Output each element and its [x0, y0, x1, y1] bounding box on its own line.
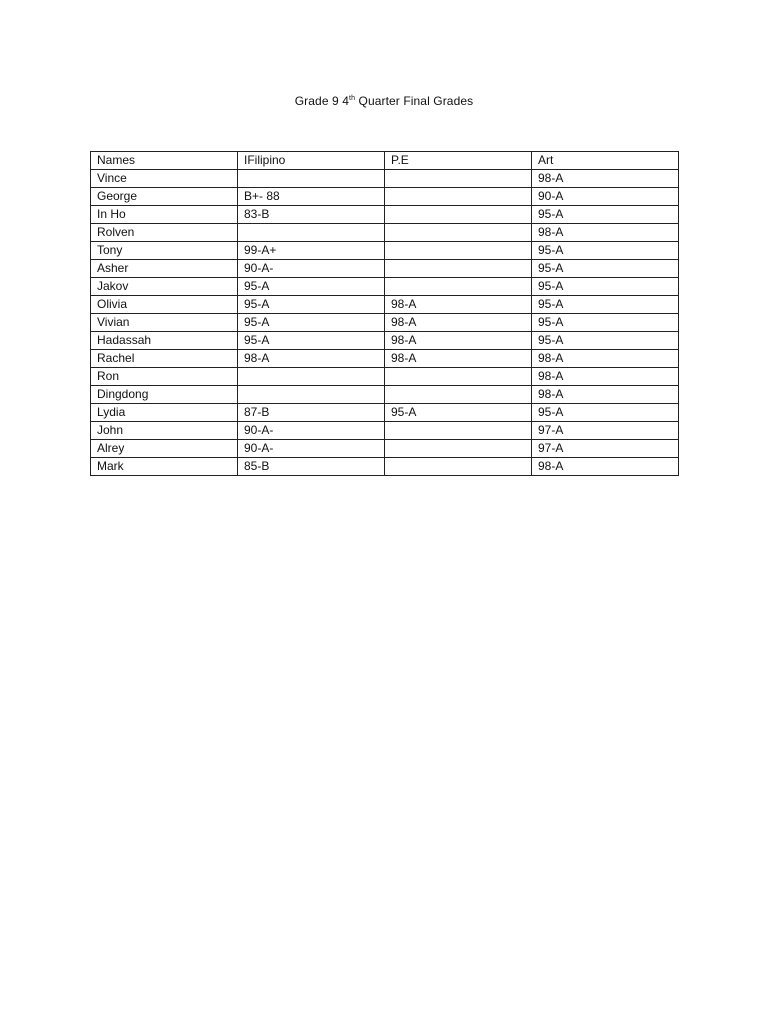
- filipino-cell: 90-A-: [238, 440, 385, 458]
- table-row: [91, 386, 679, 404]
- pe-cell: [385, 224, 532, 242]
- pe-cell: [385, 242, 532, 260]
- filipino-cell: 83-B: [238, 206, 385, 224]
- art-cell: 95-A: [532, 206, 679, 224]
- table-row: [91, 224, 679, 242]
- name-cell: Alrey: [91, 440, 238, 458]
- column-header-pe: P.E: [385, 152, 532, 170]
- table-row: [91, 296, 679, 314]
- art-cell: 90-A: [532, 188, 679, 206]
- filipino-cell: 99-A+: [238, 242, 385, 260]
- table-row: [91, 332, 679, 350]
- table-row: [91, 278, 679, 296]
- art-cell: 98-A: [532, 368, 679, 386]
- art-cell: 98-A: [532, 350, 679, 368]
- name-cell: Lydia: [91, 404, 238, 422]
- pe-cell: [385, 422, 532, 440]
- name-cell: Rolven: [91, 224, 238, 242]
- pe-cell: [385, 386, 532, 404]
- filipino-cell: [238, 224, 385, 242]
- filipino-cell: 95-A: [238, 296, 385, 314]
- filipino-cell: B+- 88: [238, 188, 385, 206]
- table-row: [91, 206, 679, 224]
- name-cell: Olivia: [91, 296, 238, 314]
- pe-cell: 98-A: [385, 296, 532, 314]
- filipino-cell: 90-A-: [238, 260, 385, 278]
- art-cell: 95-A: [532, 404, 679, 422]
- table-row: [91, 170, 679, 188]
- art-cell: 98-A: [532, 458, 679, 476]
- art-cell: 95-A: [532, 296, 679, 314]
- pe-cell: 98-A: [385, 314, 532, 332]
- filipino-cell: 95-A: [238, 278, 385, 296]
- pe-cell: 98-A: [385, 332, 532, 350]
- name-cell: Jakov: [91, 278, 238, 296]
- pe-cell: 95-A: [385, 404, 532, 422]
- art-cell: 95-A: [532, 332, 679, 350]
- art-cell: 95-A: [532, 314, 679, 332]
- title-prefix: Grade 9 4: [294, 94, 350, 108]
- table-header-row: [91, 152, 679, 170]
- name-cell: Asher: [91, 260, 238, 278]
- table-row: [91, 404, 679, 422]
- pe-cell: 98-A: [385, 350, 532, 368]
- table-row: [91, 368, 679, 386]
- art-cell: 97-A: [532, 422, 679, 440]
- art-cell: 95-A: [532, 278, 679, 296]
- name-cell: Vince: [91, 170, 238, 188]
- art-cell: 98-A: [532, 224, 679, 242]
- filipino-cell: 90-A-: [238, 422, 385, 440]
- title-superscript: th: [349, 95, 356, 102]
- page-title: [0, 94, 768, 108]
- table-row: [91, 260, 679, 278]
- filipino-cell: 95-A: [238, 332, 385, 350]
- art-cell: 97-A: [532, 440, 679, 458]
- column-header-names: Names: [91, 152, 238, 170]
- pe-cell: [385, 170, 532, 188]
- filipino-cell: 87-B: [238, 404, 385, 422]
- name-cell: Ron: [91, 368, 238, 386]
- pe-cell: [385, 368, 532, 386]
- column-header-art: Art: [532, 152, 679, 170]
- table-row: [91, 188, 679, 206]
- grades-table: [90, 151, 679, 476]
- filipino-cell: [238, 368, 385, 386]
- pe-cell: [385, 440, 532, 458]
- table-row: [91, 242, 679, 260]
- table-row: [91, 422, 679, 440]
- filipino-cell: 95-A: [238, 314, 385, 332]
- table-row: [91, 350, 679, 368]
- art-cell: 95-A: [532, 242, 679, 260]
- art-cell: 98-A: [532, 386, 679, 404]
- filipino-cell: 98-A: [238, 350, 385, 368]
- name-cell: Rachel: [91, 350, 238, 368]
- filipino-cell: [238, 170, 385, 188]
- title-suffix: Quarter Final Grades: [355, 94, 474, 108]
- pe-cell: [385, 260, 532, 278]
- filipino-cell: 85-B: [238, 458, 385, 476]
- pe-cell: [385, 188, 532, 206]
- name-cell: Dingdong: [91, 386, 238, 404]
- grades-table-body: [91, 152, 679, 476]
- name-cell: Vivian: [91, 314, 238, 332]
- art-cell: 98-A: [532, 170, 679, 188]
- pe-cell: [385, 206, 532, 224]
- column-header-filipino: IFilipino: [238, 152, 385, 170]
- filipino-cell: [238, 386, 385, 404]
- pe-cell: [385, 278, 532, 296]
- name-cell: George: [91, 188, 238, 206]
- name-cell: In Ho: [91, 206, 238, 224]
- name-cell: Mark: [91, 458, 238, 476]
- art-cell: 95-A: [532, 260, 679, 278]
- table-row: [91, 314, 679, 332]
- table-row: [91, 440, 679, 458]
- name-cell: Tony: [91, 242, 238, 260]
- name-cell: John: [91, 422, 238, 440]
- table-row: [91, 458, 679, 476]
- name-cell: Hadassah: [91, 332, 238, 350]
- pe-cell: [385, 458, 532, 476]
